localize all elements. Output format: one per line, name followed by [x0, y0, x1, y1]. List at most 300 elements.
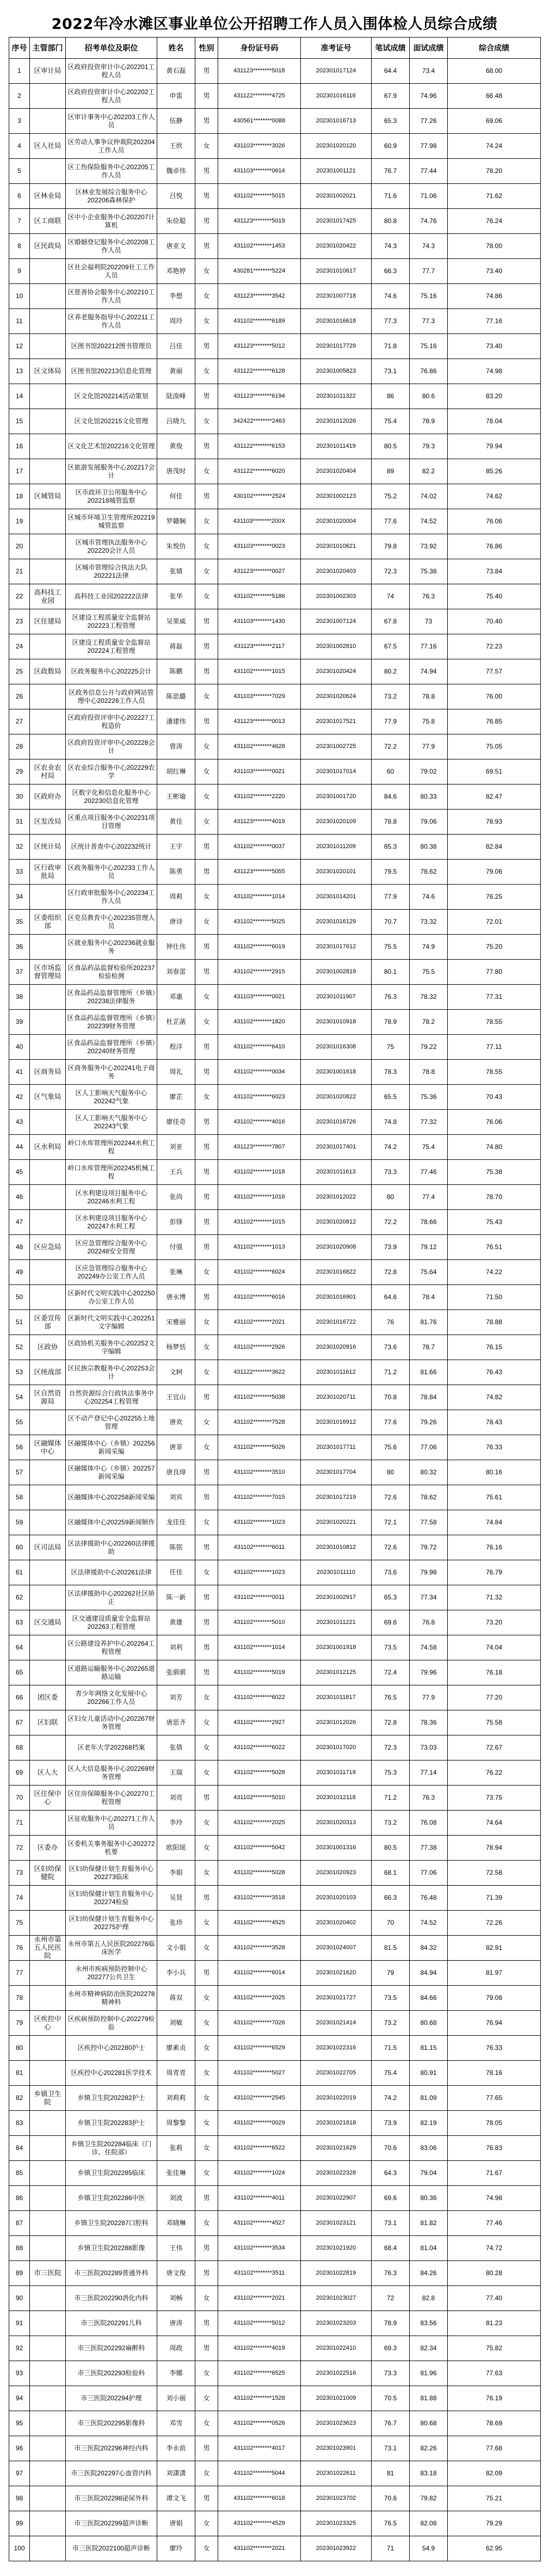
- interview-score-cell: 79.98: [410, 1560, 448, 1585]
- post-cell: 区人大信息服务中心202269财务管理: [66, 1760, 157, 1786]
- id-number-cell: 431123********4019: [218, 810, 301, 835]
- table-row: [9, 534, 541, 559]
- interview-score-cell: 82.08: [410, 2511, 448, 2536]
- dept-cell: 区自然资源局: [30, 1385, 66, 1410]
- gender-cell: 女: [195, 734, 218, 759]
- post-cell: 乡镇卫生院202282护士: [66, 2086, 157, 2111]
- seq-cell: 30: [9, 784, 30, 810]
- total-score-cell: 77.31: [448, 985, 541, 1010]
- interview-score-cell: 79.06: [410, 810, 448, 835]
- dept-cell: 区政府办: [30, 784, 66, 810]
- interview-score-cell: 81.96: [410, 2361, 448, 2386]
- total-score-cell: 72.26: [448, 1911, 541, 1936]
- id-number-cell: 431102********6016: [218, 1285, 301, 1310]
- table-row: [9, 1685, 541, 1710]
- interview-score-cell: 81.76: [410, 1310, 448, 1335]
- interview-score-cell: 82.19: [410, 2111, 448, 2136]
- table-row: [9, 409, 541, 434]
- name-cell: 龙佳佳: [157, 1510, 195, 1535]
- seq-cell: 74: [9, 1886, 30, 1911]
- written-score-cell: 70.8: [372, 1385, 410, 1410]
- dept-cell: [30, 1660, 66, 1685]
- seq-cell: 5: [9, 159, 30, 184]
- gender-cell: 女: [195, 1560, 218, 1585]
- gender-cell: 男: [195, 1535, 218, 1560]
- name-cell: 杜芷菡: [157, 1010, 195, 1035]
- interview-score-cell: 74.3: [410, 234, 448, 259]
- id-number-cell: 430561********0088: [218, 109, 301, 134]
- id-number-cell: 430102********2524: [218, 484, 301, 509]
- written-score-cell: 81: [372, 2461, 410, 2486]
- dept-cell: [30, 1410, 66, 1435]
- gender-cell: 女: [195, 2136, 218, 2161]
- total-score-cell: 76.22: [448, 1760, 541, 1786]
- interview-score-cell: 81.09: [410, 2086, 448, 2111]
- interview-score-cell: 79.02: [410, 759, 448, 784]
- ticket-number-cell: 202301022410: [301, 2336, 372, 2361]
- total-score-cell: 82.09: [448, 2461, 541, 2486]
- interview-score-cell: 81.66: [410, 1360, 448, 1385]
- id-number-cell: 431102********2025: [218, 1986, 301, 2011]
- ticket-number-cell: 202301023121: [301, 2211, 372, 2236]
- column-header: 招考单位及职位: [66, 38, 157, 59]
- ticket-number-cell: 202301021818: [301, 2111, 372, 2136]
- interview-score-cell: 78.32: [410, 985, 448, 1010]
- seq-cell: 60: [9, 1535, 30, 1560]
- ticket-number-cell: 202301016822: [301, 1260, 372, 1285]
- gender-cell: 男: [195, 709, 218, 734]
- table-row: [9, 184, 541, 209]
- post-cell: 市三医院202291儿科: [66, 2311, 157, 2336]
- dept-cell: [30, 1635, 66, 1660]
- table-row: [9, 860, 541, 885]
- written-score-cell: 79: [372, 1961, 410, 1986]
- gender-cell: 女: [195, 1735, 218, 1760]
- id-number-cell: 431102********2545: [218, 2086, 301, 2111]
- total-score-cell: 76.51: [448, 1235, 541, 1260]
- total-score-cell: 79.06: [448, 860, 541, 885]
- written-score-cell: 65.5: [372, 1085, 410, 1110]
- gender-cell: 男: [195, 659, 218, 684]
- written-score-cell: 70.6: [372, 2486, 410, 2511]
- table-row: [9, 1010, 541, 1035]
- id-number-cell: 431102********6189: [218, 309, 301, 334]
- post-cell: 区政协机关服务中心202252文字编辑: [66, 1335, 157, 1360]
- name-cell: 唐娟: [157, 2511, 195, 2536]
- table-row: [9, 2286, 541, 2311]
- gender-cell: 女: [195, 1335, 218, 1360]
- written-score-cell: 72.8: [372, 1260, 410, 1285]
- written-score-cell: 73.5: [372, 1986, 410, 2011]
- written-score-cell: 80: [372, 1185, 410, 1210]
- total-score-cell: 78.88: [448, 1310, 541, 1335]
- table-row: [9, 1786, 541, 1811]
- seq-cell: 82: [9, 2086, 30, 2111]
- gender-cell: 女: [195, 1010, 218, 1035]
- name-cell: 吕佳: [157, 334, 195, 359]
- id-number-cell: 431102********1015: [218, 659, 301, 684]
- interview-score-cell: 71.06: [410, 184, 448, 209]
- ticket-number-cell: 202301012125: [301, 1660, 372, 1685]
- interview-score-cell: 73.92: [410, 534, 448, 559]
- id-number-cell: 431102********2025: [218, 1811, 301, 1836]
- table-row: [9, 1235, 541, 1260]
- name-cell: 王欣: [157, 134, 195, 159]
- name-cell: 刘春雷: [157, 960, 195, 985]
- written-score-cell: 73.6: [372, 1335, 410, 1360]
- name-cell: 唐永博: [157, 1285, 195, 1310]
- written-score-cell: 74.6: [372, 284, 410, 309]
- name-cell: 张驯驯: [157, 1660, 195, 1685]
- seq-cell: 85: [9, 2161, 30, 2186]
- post-cell: 区工伤保险服务中心202205工作人员: [66, 159, 157, 184]
- ticket-number-cell: 202301020916: [301, 1335, 372, 1360]
- table-row: [9, 985, 541, 1010]
- seq-cell: 35: [9, 910, 30, 935]
- gender-cell: 男: [195, 484, 218, 509]
- gender-cell: 女: [195, 2086, 218, 2111]
- total-score-cell: 79.08: [448, 1986, 541, 2011]
- dept-cell: 区统计局: [30, 835, 66, 860]
- seq-cell: 52: [9, 1335, 30, 1360]
- gender-cell: 女: [195, 810, 218, 835]
- name-cell: 李玲: [157, 1811, 195, 1836]
- post-cell: 乡镇卫生院202288影像: [66, 2236, 157, 2261]
- post-cell: 区统计普查中心202232统计: [66, 835, 157, 860]
- column-header: 性别: [195, 38, 218, 59]
- table-row: [9, 1435, 541, 1460]
- seq-cell: 54: [9, 1385, 30, 1410]
- ticket-number-cell: 202301001316: [301, 1836, 372, 1861]
- dept-cell: [30, 2536, 66, 2561]
- total-score-cell: 77.11: [448, 1035, 541, 1060]
- total-score-cell: 78.00: [448, 234, 541, 259]
- ticket-number-cell: 202301014201: [301, 885, 372, 910]
- gender-cell: 男: [195, 1160, 218, 1185]
- seq-cell: 48: [9, 1235, 30, 1260]
- post-cell: 市三医院202299超声诊断: [66, 2511, 157, 2536]
- seq-cell: 47: [9, 1210, 30, 1235]
- post-cell: 乡镇卫生院202284临床（门诊、住院部）: [66, 2136, 157, 2161]
- dept-cell: [30, 309, 66, 334]
- name-cell: 张婧: [157, 559, 195, 584]
- seq-cell: 24: [9, 634, 30, 659]
- results-table: [9, 37, 541, 2561]
- post-cell: 区图书馆202213信息化管理: [66, 359, 157, 384]
- name-cell: 邓晓琳: [157, 2211, 195, 2236]
- seq-cell: 93: [9, 2361, 30, 2386]
- gender-cell: 女: [195, 1085, 218, 1110]
- table-row: [9, 59, 541, 84]
- id-number-cell: 431102********1016: [218, 1185, 301, 1210]
- table-row: [9, 1360, 541, 1385]
- written-score-cell: 78.3: [372, 1060, 410, 1085]
- written-score-cell: 72.6: [372, 1485, 410, 1510]
- total-score-cell: 76.16: [448, 1535, 541, 1560]
- post-cell: 乡镇卫生院202285临床: [66, 2161, 157, 2186]
- dept-cell: 区妇幼保健院: [30, 1861, 66, 1886]
- seq-cell: 9: [9, 259, 30, 284]
- written-score-cell: 71.5: [372, 2036, 410, 2061]
- ticket-number-cell: 202301020822: [301, 1085, 372, 1110]
- post-cell: 区文化艺术馆202216文化管理: [66, 434, 157, 459]
- name-cell: 刘莉莉: [157, 2086, 195, 2111]
- post-cell: 区食品药品监督管理所（乡镇）202239财务管理: [66, 1010, 157, 1035]
- gender-cell: 女: [195, 1986, 218, 2011]
- post-cell: 区商务服务中心202241电子商务: [66, 1060, 157, 1085]
- table-row: [9, 1911, 541, 1936]
- written-score-cell: 75.4: [372, 2061, 410, 2086]
- post-cell: 区征收服务中心202271工作人员: [66, 1811, 157, 1836]
- name-cell: 刘亚: [157, 1135, 195, 1160]
- interview-score-cell: 79.22: [410, 1035, 448, 1060]
- written-score-cell: 81.5: [372, 1936, 410, 1961]
- written-score-cell: 78.9: [372, 1010, 410, 1035]
- id-number-cell: 431103********0021: [218, 759, 301, 784]
- gender-cell: 男: [195, 1110, 218, 1135]
- table-row: [9, 734, 541, 759]
- id-number-cell: 431123********2117: [218, 634, 301, 659]
- interview-score-cell: 77.3: [410, 309, 448, 334]
- seq-cell: 75: [9, 1911, 30, 1936]
- dept-cell: 区林业局: [30, 184, 66, 209]
- table-row: [9, 885, 541, 910]
- ticket-number-cell: 202301016308: [301, 1035, 372, 1060]
- total-score-cell: 76.18: [448, 1660, 541, 1685]
- seq-cell: 4: [9, 134, 30, 159]
- name-cell: 邓艳婷: [157, 259, 195, 284]
- written-score-cell: 80.8: [372, 209, 410, 234]
- id-number-cell: 431122********3622: [218, 1360, 301, 1385]
- dept-cell: 区政数局: [30, 659, 66, 684]
- total-score-cell: 76.33: [448, 2036, 541, 2061]
- total-score-cell: 78.05: [448, 2111, 541, 2136]
- id-number-cell: 431102********6022: [218, 1685, 301, 1710]
- table-row: [9, 1385, 541, 1410]
- name-cell: 廖佳奇: [157, 1110, 195, 1135]
- table-row: [9, 2536, 541, 2561]
- id-number-cell: 431102********1023: [218, 1510, 301, 1535]
- post-cell: 区城市管理综合执法大队202221法律: [66, 559, 157, 584]
- written-score-cell: 76: [372, 1310, 410, 1335]
- name-cell: 刘潇潇: [157, 2461, 195, 2486]
- post-cell: 区政务信息公开与政府网站管理中心202226工作人员: [66, 684, 157, 709]
- ticket-number-cell: 202301017729: [301, 334, 372, 359]
- name-cell: 吕悦: [157, 184, 195, 209]
- ticket-number-cell: 202301023922: [301, 2536, 372, 2561]
- table-row: [9, 810, 541, 835]
- name-cell: 申雷: [157, 84, 195, 109]
- ticket-number-cell: 202301024007: [301, 1936, 372, 1961]
- id-number-cell: 431102********1014: [218, 885, 301, 910]
- id-number-cell: 431102********4628: [218, 734, 301, 759]
- dept-cell: [30, 1585, 66, 1610]
- ticket-number-cell: 202301016912: [301, 1410, 372, 1435]
- name-cell: 张倩: [157, 1735, 195, 1760]
- post-cell: 区食品药品监督检验所202237检验检测: [66, 960, 157, 985]
- written-score-cell: 78.9: [372, 2311, 410, 2336]
- interview-score-cell: 75.8: [410, 709, 448, 734]
- post-cell: 区党员教育中心202235管理人员: [66, 910, 157, 935]
- table-row: [9, 1710, 541, 1735]
- gender-cell: 女: [195, 2111, 218, 2136]
- table-row: [9, 84, 541, 109]
- post-cell: 区疾病预防控制中心202279检验: [66, 2011, 157, 2036]
- total-score-cell: 71.32: [448, 1585, 541, 1610]
- total-score-cell: 74.98: [448, 2186, 541, 2211]
- post-cell: 区新时代文明实践中心202251文字编辑: [66, 1310, 157, 1335]
- total-score-cell: 76.79: [448, 1560, 541, 1585]
- gender-cell: 女: [195, 1510, 218, 1535]
- written-score-cell: 73.2: [372, 1811, 410, 1836]
- written-score-cell: 73.3: [372, 1160, 410, 1185]
- gender-cell: 女: [195, 284, 218, 309]
- dept-cell: [30, 2511, 66, 2536]
- table-row: [9, 284, 541, 309]
- written-score-cell: 69.6: [372, 2186, 410, 2211]
- total-score-cell: 78.93: [448, 810, 541, 835]
- table-row: [9, 759, 541, 784]
- gender-cell: 女: [195, 2211, 218, 2236]
- table-row: [9, 2236, 541, 2261]
- id-number-cell: 431103********0023: [218, 534, 301, 559]
- dept-cell: 团区委: [30, 1685, 66, 1710]
- ticket-number-cell: 202301020711: [301, 1385, 372, 1410]
- id-number-cell: 431102********2926: [218, 1335, 301, 1360]
- ticket-number-cell: 202301021727: [301, 1986, 372, 2011]
- id-number-cell: 431102********5019: [218, 1660, 301, 1685]
- post-cell: 市三医院202298泌尿外科: [66, 2486, 157, 2511]
- table-row: [9, 1285, 541, 1310]
- dept-cell: [30, 2436, 66, 2461]
- dept-cell: [30, 684, 66, 709]
- interview-score-cell: 77.46: [410, 1160, 448, 1185]
- written-score-cell: 64.6: [372, 1285, 410, 1310]
- written-score-cell: 75.4: [372, 409, 410, 434]
- id-number-cell: 431122********6128: [218, 359, 301, 384]
- table-row: [9, 1760, 541, 1786]
- dept-cell: [30, 1460, 66, 1485]
- interview-score-cell: 78.2: [410, 1010, 448, 1035]
- id-number-cell: 431123********0027: [218, 559, 301, 584]
- name-cell: 王彬瑜: [157, 784, 195, 810]
- id-number-cell: 431123********5012: [218, 334, 301, 359]
- id-number-cell: 431102********4527: [218, 2211, 301, 2236]
- id-number-cell: 431102********5186: [218, 584, 301, 609]
- ticket-number-cell: 202301016901: [301, 1285, 372, 1310]
- dept-cell: 区住保中心: [30, 1786, 66, 1811]
- ticket-number-cell: 202301023901: [301, 2436, 372, 2461]
- seq-cell: 57: [9, 1460, 30, 1485]
- name-cell: 胡红琳: [157, 759, 195, 784]
- interview-score-cell: 80.68: [410, 2011, 448, 2036]
- table-row: [9, 1735, 541, 1760]
- post-cell: 区妇幼保健计划生育服务中心202273临床: [66, 1861, 157, 1886]
- total-score-cell: 76.15: [448, 1335, 541, 1360]
- total-score-cell: 76.43: [448, 1360, 541, 1385]
- gender-cell: 男: [195, 2186, 218, 2211]
- total-score-cell: 78.94: [448, 1836, 541, 1861]
- total-score-cell: 80.16: [448, 1460, 541, 1485]
- ticket-number-cell: 202301011613: [301, 1160, 372, 1185]
- name-cell: 陆浚峰: [157, 384, 195, 409]
- dept-cell: [30, 885, 66, 910]
- total-score-cell: 75.40: [448, 584, 541, 609]
- post-cell: 区疾控中心202280护士: [66, 2036, 157, 2061]
- dept-cell: [30, 2311, 66, 2336]
- ticket-number-cell: 202301011817: [301, 1685, 372, 1710]
- dept-cell: [30, 2486, 66, 2511]
- name-cell: 邓惠: [157, 985, 195, 1010]
- gender-cell: 男: [195, 1285, 218, 1310]
- id-number-cell: 431103********0021: [218, 985, 301, 1010]
- gender-cell: 男: [195, 2486, 218, 2511]
- dept-cell: 市三医院: [30, 2261, 66, 2286]
- seq-cell: 69: [9, 1760, 30, 1786]
- name-cell: 朱悦仿: [157, 534, 195, 559]
- seq-cell: 49: [9, 1260, 30, 1285]
- gender-cell: 男: [195, 1585, 218, 1610]
- id-number-cell: 431102********3528: [218, 1936, 301, 1961]
- interview-score-cell: 74.02: [410, 484, 448, 509]
- table-row: [9, 309, 541, 334]
- gender-cell: 男: [195, 2336, 218, 2361]
- dept-cell: [30, 2336, 66, 2361]
- interview-score-cell: 74.6: [410, 885, 448, 910]
- seq-cell: 65: [9, 1660, 30, 1685]
- interview-score-cell: 84.26: [410, 2261, 448, 2286]
- ticket-number-cell: 202301016618: [301, 309, 372, 334]
- dept-cell: [30, 459, 66, 484]
- interview-score-cell: 79.26: [410, 1410, 448, 1435]
- post-cell: 区交通建设质量安全监督站202263工程管理: [66, 1610, 157, 1635]
- seq-cell: 89: [9, 2261, 30, 2286]
- ticket-number-cell: 202301017124: [301, 59, 372, 84]
- interview-score-cell: 79.3: [410, 434, 448, 459]
- name-cell: 周礼: [157, 1060, 195, 1085]
- id-number-cell: 431103********200X: [218, 509, 301, 534]
- table-row: [9, 1886, 541, 1911]
- gender-cell: 男: [195, 84, 218, 109]
- gender-cell: 男: [195, 1485, 218, 1510]
- total-score-cell: 78.04: [448, 409, 541, 434]
- interview-score-cell: 84.66: [410, 1986, 448, 2011]
- gender-cell: 女: [195, 1310, 218, 1335]
- gender-cell: 男: [195, 960, 218, 985]
- ticket-number-cell: 202301023623: [301, 2411, 372, 2436]
- table-row: [9, 1535, 541, 1560]
- ticket-number-cell: 202301016116: [301, 84, 372, 109]
- table-row: [9, 2211, 541, 2236]
- post-cell: 区人工影响天气服务中心202243气象: [66, 1110, 157, 1135]
- dept-cell: 乡镇卫生院: [30, 2086, 66, 2111]
- id-number-cell: 431102********6014: [218, 1961, 301, 1986]
- ticket-number-cell: 202301011907: [301, 985, 372, 1010]
- written-score-cell: 77.3: [372, 309, 410, 334]
- interview-score-cell: 54.9: [410, 2536, 448, 2561]
- seq-cell: 6: [9, 184, 30, 209]
- table-row: [9, 1060, 541, 1085]
- total-score-cell: 75.58: [448, 1710, 541, 1735]
- dept-cell: 区委组织部: [30, 910, 66, 935]
- name-cell: 刘利: [157, 1635, 195, 1660]
- dept-cell: [30, 985, 66, 1010]
- id-number-cell: 431102********4529: [218, 2511, 301, 2536]
- name-cell: 罗赣娴: [157, 509, 195, 534]
- interview-score-cell: 80.32: [410, 1460, 448, 1485]
- dept-cell: [30, 734, 66, 759]
- dept-cell: 区融媒体中心: [30, 1435, 66, 1460]
